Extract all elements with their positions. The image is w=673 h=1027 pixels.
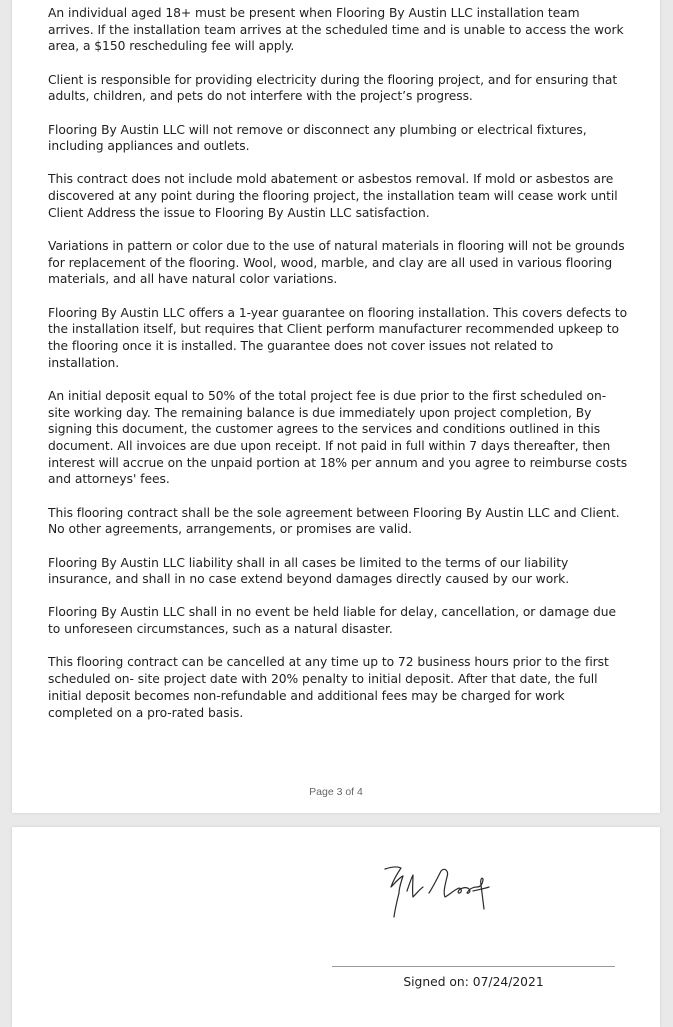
paragraph-electricity: Client is responsible for providing electricity during the flooring project, and for ensuring that adults, children, and pets do not interfere with the project’s progress. <box>48 72 618 104</box>
paragraph-adult-presence: An individual aged 18+ must be present when Flooring By Austin LLC installation team arrives. If the installation team arrives at the scheduled time and is unable to access the work area, a $150 rescheduling fee will apply. <box>48 6 624 54</box>
paragraph-mold-asbestos: This contract does not include mold abatement or asbestos removal. If mold or asbestos are discovered at any point during the flooring project, the installation team will cease work until Client Address the issue to Flooring By Austin LLC satisfaction. <box>48 172 618 220</box>
paragraph-sole-agreement: This flooring contract shall be the sole agreement between Flooring By Austin LLC and Client. No other agreements, arrangements, or promises are valid. <box>48 505 620 537</box>
document-page-4 <box>12 827 660 1027</box>
signed-on-date: Signed on: 07/24/2021 <box>403 975 544 989</box>
document-page-3 <box>12 0 660 813</box>
paragraph-cancellation: This flooring contract can be cancelled at any time up to 72 business hours prior to the first scheduled on- site project date with 20% penalty to initial deposit. After that date, the full initial deposit becomes non-refundable and additional fees may be charged for work completed on a pro-rated basis. <box>48 655 609 720</box>
signature-line <box>332 966 615 967</box>
paragraph-force-majeure: Flooring By Austin LLC shall in no event be held liable for delay, cancellation, or damage due to unforeseen circumstances, such as a natural disaster. <box>48 605 616 637</box>
paragraph-payment: An initial deposit equal to 50% of the total project fee is due prior to the first scheduled on-site working day. The remaining balance is due immediately upon project completion, By signing this document, the customer agrees to the services and conditions outlined in this document. All invoices are due upon receipt. If not paid in full within 7 days thereafter, then interest will accrue on the unpaid portion at 18% per annum and you agree to reimburse costs and attorneys' fees. <box>48 388 628 487</box>
handwritten-signature-icon <box>377 857 527 932</box>
paragraph-liability: Flooring By Austin LLC liability shall in all cases be limited to the terms of our liability insurance, and shall in no case extend beyond damages directly caused by our work. <box>48 555 570 587</box>
contract-terms <box>48 5 628 738</box>
paragraph-guarantee: Flooring By Austin LLC offers a 1-year guarantee on flooring installation. This covers defects to the installation itself, but requires that Client perform manufacturer recommended upkeep to the flooring once it is installed. The guarantee does not cover issues not related to installation. <box>48 305 628 370</box>
paragraph-fixtures: Flooring By Austin LLC will not remove or disconnect any plumbing or electrical fixtures, including appliances and outlets. <box>48 122 587 154</box>
page-number: Page 3 of 4 <box>309 786 363 798</box>
paragraph-color-variations: Variations in pattern or color due to the use of natural materials in flooring will not be grounds for replacement of the flooring. Wool, wood, marble, and clay are all used in various flooring materials, and all have natural color variations. <box>48 239 625 287</box>
